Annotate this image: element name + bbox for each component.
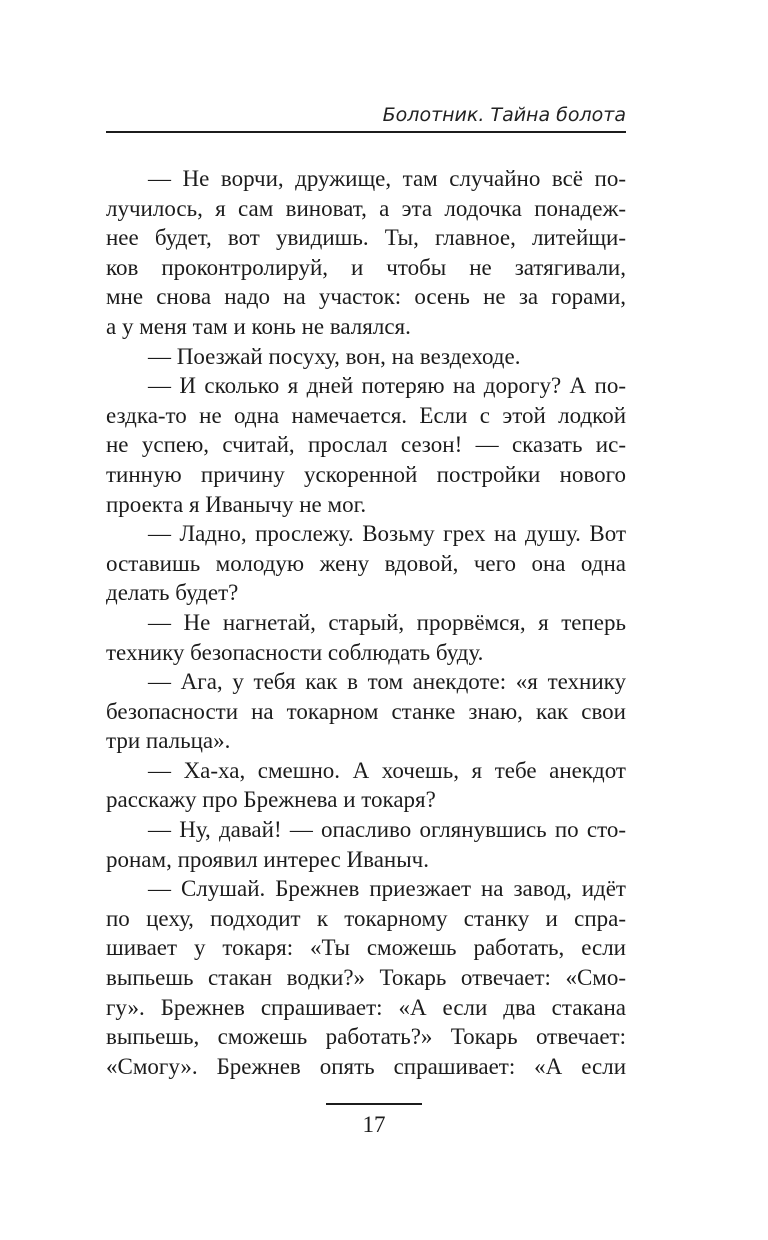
header-divider xyxy=(106,131,626,133)
text-line: шивает у токаря: «Ты сможешь работать, если xyxy=(106,935,626,961)
text-line: выпьешь, сможешь работать?» Токарь отвечает: xyxy=(106,1024,626,1050)
footer-divider xyxy=(326,1103,422,1105)
text-line: мне снова надо на участок: осень не за горами, xyxy=(106,284,626,310)
text-line: «Смогу». Брежнев опять спрашивает: «А если xyxy=(106,1053,626,1079)
text-line: — Не ворчи, дружище, там случайно всё по- xyxy=(148,166,626,191)
text-line: — И сколько я дней потеряю на дорогу? А по- xyxy=(148,373,626,399)
text-line: — Слушай. Брежнев приезжает на завод, идёт xyxy=(148,876,626,902)
text-line: ездка-то не одна намечается. Если с этой лодкой xyxy=(106,402,626,428)
text-line: — Ну, давай! — опасливо оглянувшись по сто- xyxy=(148,817,626,843)
page-body-text xyxy=(106,164,626,1081)
text-line: — Ладно, прослежу. Возьму грех на душу. Вот xyxy=(148,521,626,547)
text-line: а у меня там и конь не валялся. xyxy=(106,313,411,339)
page-number: 17 xyxy=(362,1112,386,1137)
running-title: Болотник. Тайна болота xyxy=(382,104,626,126)
text-line: лучилось, я сам виноват, а эта лодочка понадеж- xyxy=(106,195,626,221)
text-line: проекта я Иванычу не мог. xyxy=(106,491,367,517)
text-line: — Ага, у тебя как в том анекдоте: «я технику xyxy=(148,669,626,695)
text-line: не успею, считай, прослал сезон! — сказать ис- xyxy=(106,432,626,458)
text-line: тинную причину ускоренной постройки нового xyxy=(106,461,626,487)
text-line: нее будет, вот увидишь. Ты, главное, литейщи- xyxy=(106,225,626,251)
text-line: гу». Брежнев спрашивает: «А если два стакана xyxy=(106,994,626,1020)
text-line: ронам, проявил интерес Иваныч. xyxy=(106,846,429,872)
text-line: по цеху, подходит к токарному станку и спра- xyxy=(106,905,626,931)
text-line: ков проконтролируй, и чтобы не затягивали, xyxy=(106,254,626,280)
text-line: делать будет? xyxy=(106,580,239,606)
text-line: — Поезжай посуху, вон, на вездеходе. xyxy=(148,343,521,369)
text-line: безопасности на токарном станке знаю, как свои xyxy=(106,698,626,724)
text-line: — Ха-ха, смешно. А хочешь, я тебе анекдот xyxy=(148,757,626,783)
text-line: — Не нагнетай, старый, прорвёмся, я теперь xyxy=(148,609,626,635)
text-line: три пальца». xyxy=(106,728,231,754)
text-line: расскажу про Брежнева и токаря? xyxy=(106,787,436,813)
text-line: технику безопасности соблюдать буду. xyxy=(106,639,484,665)
text-line: выпьешь стакан водки?» Токарь отвечает: «Смо- xyxy=(106,965,626,991)
text-line: оставишь молодую жену вдовой, чего она одна xyxy=(106,550,626,576)
